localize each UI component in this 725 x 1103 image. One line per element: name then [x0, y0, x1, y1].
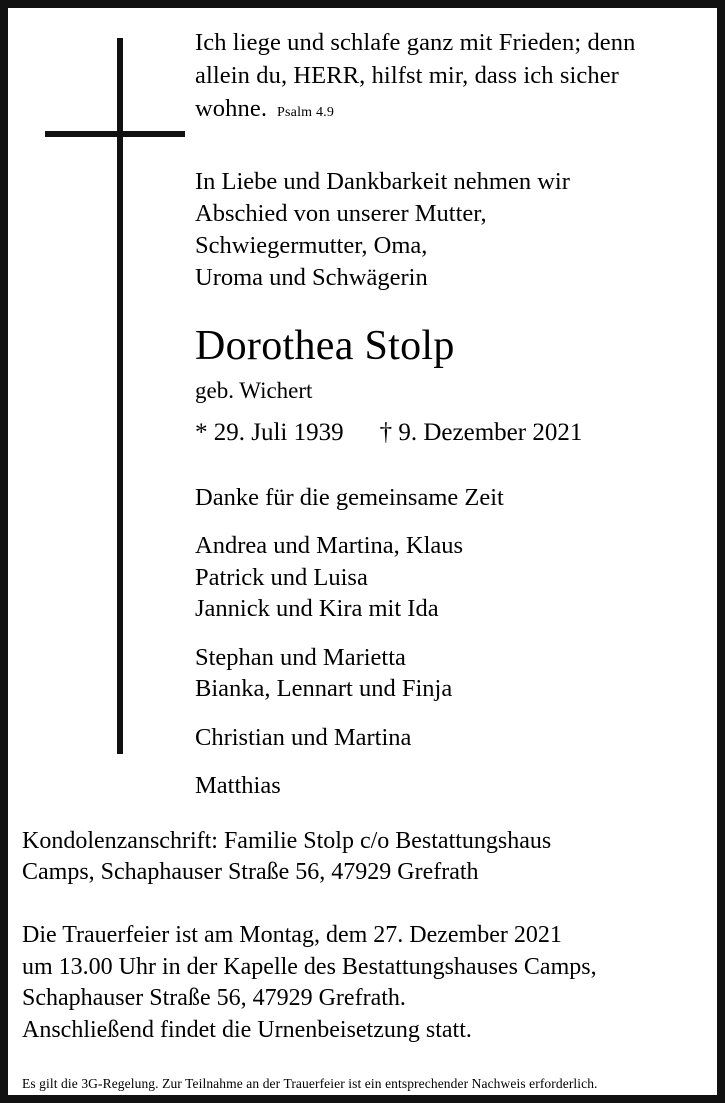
lower-text-block — [22, 826, 712, 1093]
condolence-line-2: Camps, Schaphauser Straße 56, 47929 Grefrath — [22, 859, 479, 885]
thanks-line: Danke für die gemeinsame Zeit — [195, 484, 504, 511]
intro-line-3: Schwiegermutter, Oma, — [195, 232, 428, 259]
survivor-line: Christian und Martina — [195, 723, 412, 751]
verse-line-3: wohne. — [195, 95, 268, 122]
intro-line-1: In Liebe und Dankbarkeit nehmen wir — [195, 168, 570, 195]
service-line-3: Schaphauser Straße 56, 47929 Grefrath. — [22, 985, 406, 1011]
survivor-group — [195, 530, 695, 625]
service-line-4: Anschließend findet die Urnenbeisetzung statt. — [22, 1016, 472, 1043]
survivor-group — [195, 770, 695, 802]
survivor-line: Bianka, Lennart und Finja — [195, 675, 453, 702]
verse-line-1: Ich liege und schlafe ganz mit Frieden; denn — [195, 29, 636, 56]
intro-line-2: Abschied von unserer Mutter, — [195, 200, 487, 227]
upper-text-block — [195, 26, 695, 802]
intro-text — [195, 166, 695, 294]
cross-vertical-bar — [117, 38, 123, 754]
service-line-1: Die Trauerfeier ist am Montag, dem 27. Dezember 2021 — [22, 922, 562, 948]
survivor-group — [195, 722, 695, 754]
covid-notice: Es gilt die 3G-Regelung. Zur Teilnahme an der Trauerfeier ist ein entsprechender Nachweis erforderlich. — [22, 1076, 598, 1091]
cross-horizontal-bar — [45, 131, 185, 137]
life-dates — [195, 418, 695, 448]
notice-inner — [8, 8, 717, 1095]
survivor-line: Andrea und Martina, Klaus — [195, 532, 464, 559]
survivor-line: Stephan und Marietta — [195, 643, 406, 671]
deceased-name: Dorothea Stolp — [195, 323, 455, 369]
death-date: † 9. Dezember 2021 — [379, 419, 583, 446]
survivor-group — [195, 642, 695, 705]
bible-verse — [195, 26, 695, 129]
survivor-line: Matthias — [195, 772, 281, 799]
survivors-list — [195, 530, 695, 802]
service-line-2: um 13.00 Uhr in der Kapelle des Bestattungshauses Camps, — [22, 953, 597, 980]
verse-citation: Psalm 4.9 — [277, 105, 335, 120]
condolence-address — [22, 826, 712, 888]
funeral-service-details — [22, 920, 712, 1046]
survivor-line: Jannick und Kira mit Ida — [195, 595, 439, 622]
birth-date: * 29. Juli 1939 — [195, 419, 344, 446]
intro-line-4: Uroma und Schwägerin — [195, 264, 428, 291]
survivor-line: Patrick und Luisa — [195, 563, 368, 591]
verse-line-2: allein du, HERR, hilfst mir, dass ich sicher — [195, 62, 619, 89]
condolence-line-1: Kondolenzanschrift: Familie Stolp c/o Bestattungshaus — [22, 828, 552, 854]
maiden-name: geb. Wichert — [195, 378, 313, 403]
christian-cross-icon — [8, 8, 198, 768]
